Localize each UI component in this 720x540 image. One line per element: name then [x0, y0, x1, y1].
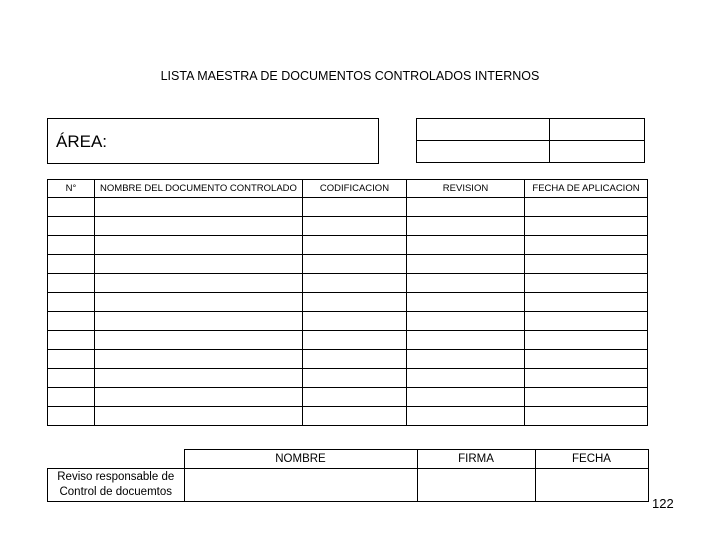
col-header-revision: REVISION	[407, 180, 525, 198]
table-header-row	[48, 180, 648, 198]
cell-codification[interactable]	[303, 255, 407, 274]
cell-revision[interactable]	[407, 236, 525, 255]
cell-application-date[interactable]	[525, 274, 648, 293]
table-row	[48, 388, 648, 407]
cell-document-name[interactable]	[95, 350, 303, 369]
cell-number[interactable]	[48, 312, 95, 331]
table-row	[48, 255, 648, 274]
cell-codification[interactable]	[303, 350, 407, 369]
sig-signature-field[interactable]	[417, 468, 535, 501]
area-field[interactable]	[47, 118, 379, 164]
table-row	[48, 217, 648, 236]
cell-number[interactable]	[48, 236, 95, 255]
cell-document-name[interactable]	[95, 331, 303, 350]
signature-table	[47, 449, 649, 502]
cell-revision[interactable]	[407, 369, 525, 388]
document-title: LISTA MAESTRA DE DOCUMENTOS CONTROLADOS INTERNOS	[160, 69, 540, 83]
reviewer-label-cell	[48, 468, 185, 501]
table-row	[48, 274, 648, 293]
cell-revision[interactable]	[407, 198, 525, 217]
cell-document-name[interactable]	[95, 236, 303, 255]
cell-codification[interactable]	[303, 331, 407, 350]
cell-application-date[interactable]	[525, 331, 648, 350]
cell-application-date[interactable]	[525, 255, 648, 274]
cell-revision[interactable]	[407, 350, 525, 369]
cell-revision[interactable]	[407, 255, 525, 274]
reviewer-label-line1: Reviso responsable de	[57, 470, 175, 483]
cell-number[interactable]	[48, 198, 95, 217]
cell-application-date[interactable]	[525, 407, 648, 426]
info-cell[interactable]	[417, 141, 550, 163]
table-row	[48, 236, 648, 255]
cell-document-name[interactable]	[95, 388, 303, 407]
sig-date-field[interactable]	[535, 468, 648, 501]
cell-revision[interactable]	[407, 293, 525, 312]
cell-number[interactable]	[48, 274, 95, 293]
reviewer-label-line2: Control de docuemtos	[59, 485, 172, 498]
cell-revision[interactable]	[407, 331, 525, 350]
cell-document-name[interactable]	[95, 369, 303, 388]
cell-document-name[interactable]	[95, 274, 303, 293]
table-row	[48, 369, 648, 388]
col-header-codification: CODIFICACION	[303, 180, 407, 198]
page-number: 122	[652, 496, 674, 511]
table-row	[48, 331, 648, 350]
cell-codification[interactable]	[303, 369, 407, 388]
area-label: ÁREA:	[56, 132, 108, 151]
cell-number[interactable]	[48, 407, 95, 426]
table-body	[48, 198, 648, 426]
table-row	[48, 198, 648, 217]
cell-document-name[interactable]	[95, 293, 303, 312]
cell-document-name[interactable]	[95, 198, 303, 217]
info-cell[interactable]	[550, 119, 645, 141]
cell-document-name[interactable]	[95, 217, 303, 236]
cell-document-name[interactable]	[95, 312, 303, 331]
cell-application-date[interactable]	[525, 369, 648, 388]
cell-codification[interactable]	[303, 274, 407, 293]
cell-document-name[interactable]	[95, 255, 303, 274]
table-row	[48, 350, 648, 369]
cell-application-date[interactable]	[525, 236, 648, 255]
cell-application-date[interactable]	[525, 198, 648, 217]
cell-revision[interactable]	[407, 407, 525, 426]
document-list-table	[47, 179, 648, 426]
cell-revision[interactable]	[407, 274, 525, 293]
col-header-document-name: NOMBRE DEL DOCUMENTO CONTROLADO	[95, 180, 303, 198]
sig-header-name: NOMBRE	[184, 450, 417, 469]
cell-codification[interactable]	[303, 217, 407, 236]
cell-number[interactable]	[48, 217, 95, 236]
cell-codification[interactable]	[303, 312, 407, 331]
cell-codification[interactable]	[303, 388, 407, 407]
cell-application-date[interactable]	[525, 293, 648, 312]
cell-codification[interactable]	[303, 293, 407, 312]
cell-number[interactable]	[48, 388, 95, 407]
cell-application-date[interactable]	[525, 388, 648, 407]
cell-application-date[interactable]	[525, 217, 648, 236]
cell-application-date[interactable]	[525, 350, 648, 369]
sig-header-signature: FIRMA	[417, 450, 535, 469]
small-info-grid	[416, 118, 645, 163]
cell-number[interactable]	[48, 255, 95, 274]
cell-revision[interactable]	[407, 217, 525, 236]
cell-number[interactable]	[48, 369, 95, 388]
col-header-application-date: FECHA DE APLICACION	[525, 180, 648, 198]
table-row	[48, 407, 648, 426]
cell-codification[interactable]	[303, 407, 407, 426]
cell-revision[interactable]	[407, 312, 525, 331]
info-cell[interactable]	[550, 141, 645, 163]
cell-codification[interactable]	[303, 236, 407, 255]
sig-header-date: FECHA	[535, 450, 648, 469]
cell-revision[interactable]	[407, 388, 525, 407]
table-row	[48, 293, 648, 312]
cell-number[interactable]	[48, 350, 95, 369]
cell-document-name[interactable]	[95, 407, 303, 426]
table-row	[48, 312, 648, 331]
cell-codification[interactable]	[303, 198, 407, 217]
cell-application-date[interactable]	[525, 312, 648, 331]
info-cell[interactable]	[417, 119, 550, 141]
cell-number[interactable]	[48, 331, 95, 350]
cell-number[interactable]	[48, 293, 95, 312]
sig-name-field[interactable]	[184, 468, 417, 501]
col-header-number: N°	[48, 180, 95, 198]
